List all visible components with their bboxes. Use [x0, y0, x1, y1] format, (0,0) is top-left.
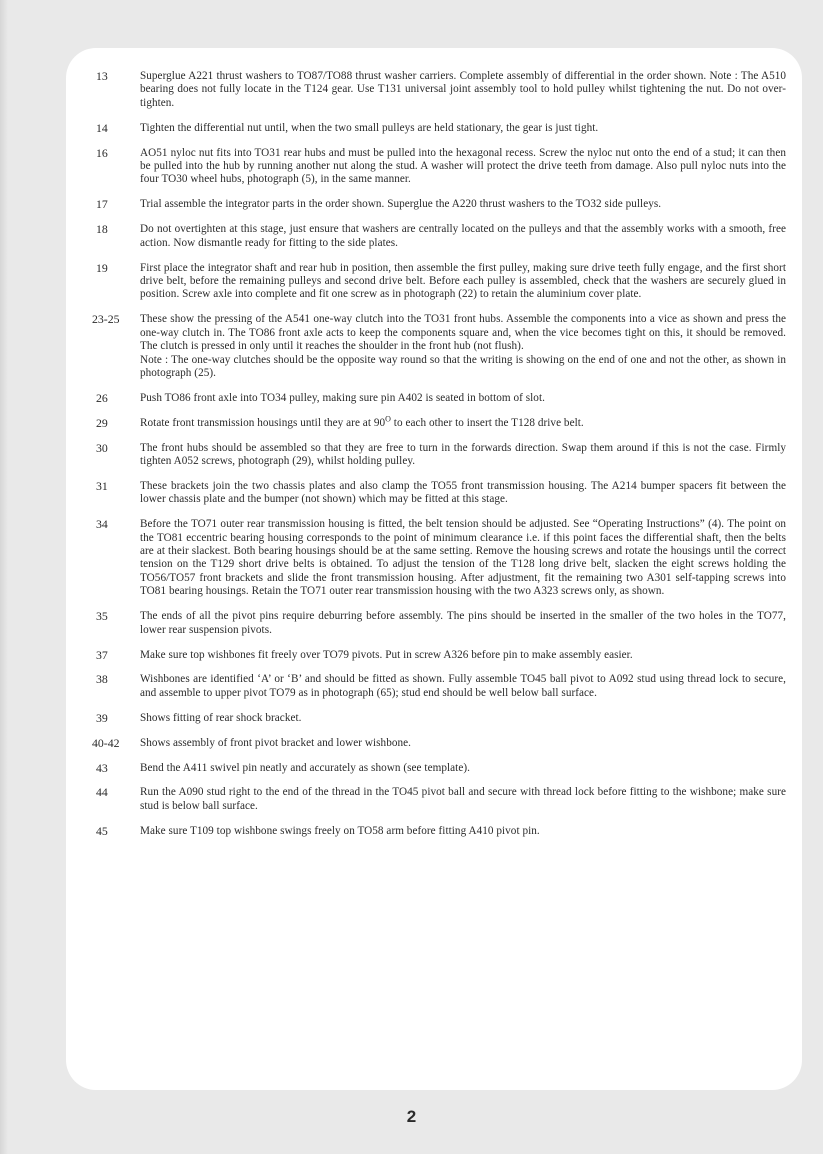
step-number: 37: [96, 647, 108, 662]
step-number: 38: [96, 672, 108, 687]
step-note: Note : The one-way clutches should be the opposite way round so that the writing is showing on the end of one and not the other, as shown in photograph (25).: [140, 353, 786, 379]
step-38: [96, 673, 786, 700]
step-35: [96, 610, 786, 637]
step-text: Make sure top wishbones fit freely over TO79 pivots. Put in screw A326 before pin to make assembly easier.: [140, 648, 633, 661]
step-text: Push TO86 front axle into TO34 pulley, making sure pin A402 is seated in bottom of slot.: [140, 391, 545, 404]
step-text: These brackets join the two chassis plates and also clamp the TO55 front transmission housing. The A214 bumper spacers fit between the lower chassis plate and the bumper (not shown) which may be fitted at this stage.: [140, 479, 786, 506]
step-text: Shows assembly of front pivot bracket and lower wishbone.: [140, 736, 411, 749]
page-number: 2: [406, 1107, 417, 1126]
step-text-after: to each other to insert the T128 drive belt.: [390, 416, 584, 429]
step-number: 19: [96, 260, 108, 275]
step-number: 14: [96, 120, 108, 135]
step-text-before: Rotate front transmission housings until they are at 90: [140, 416, 386, 429]
step-number: 44: [96, 785, 108, 800]
step-number: 30: [96, 440, 108, 455]
step-text: Before the TO71 outer rear transmission housing is fitted, the belt tension should be adjusted. See “Operating Instructions” (4). The point on the TO81 eccentric bearing housing corresponds to the point of minimum clearance i.e. if this point faces the differential shaft, then the belts are at their slackest. Both bearing housings should be at the same setting. Remove the housing screws and rotate the housings until the correct tension on the T129 short drive belts is obtained. To adjust the tension of the T128 long drive belt, slacken the eight screws holding the TO56/TO57 front brackets and slide the front transmission housing. After adjustment, fit the remaining two A301 self-tapping screws into TO81 bearing housings. Retain the TO71 outer rear transmission housing with the two A323 screws only, as shown.: [140, 518, 786, 598]
step-34: [96, 518, 786, 598]
step-43: [96, 762, 786, 775]
step-text: Make sure T109 top wishbone swings freely on TO58 arm before fitting A410 pivot pin.: [140, 824, 540, 837]
step-29: [96, 413, 786, 430]
step-13: [96, 70, 786, 110]
step-number: 31: [96, 478, 108, 493]
step-number: 16: [96, 145, 108, 160]
step-text: Wishbones are identified ‘A’ or ‘B’ and should be fitted as shown. Fully assemble TO45 ball pivot to A092 stud using thread lock to secure, and assemble to upper pivot TO79 as in photograph (65); stud end should be well below ball surface.: [140, 673, 786, 699]
step-number: 18: [96, 222, 108, 237]
step-text: The front hubs should be assembled so that they are free to turn in the forwards direction. Swap them around if this is not the case. Firmly tighten A052 screws, photograph (29), whilst holding pulley.: [140, 441, 786, 468]
step-number: 45: [96, 823, 108, 838]
step-number: 23-25: [92, 312, 120, 327]
step-17: [96, 198, 786, 211]
step-number: 17: [96, 197, 108, 212]
step-39: [96, 712, 786, 725]
step-18: [96, 223, 786, 250]
step-16: [96, 147, 786, 187]
step-number: 35: [96, 609, 108, 624]
step-text: [140, 413, 786, 430]
step-19: [96, 262, 786, 302]
step-number: 34: [96, 517, 108, 532]
step-31: [96, 480, 786, 507]
step-text: Run the A090 stud right to the end of the thread in the TO45 pivot ball and secure with thread lock before fitting to the wishbone; make sure stud is below ball surface.: [140, 786, 786, 812]
step-number: 26: [96, 390, 108, 405]
step-14: [96, 122, 786, 135]
step-text: Trial assemble the integrator parts in the order shown. Superglue the A220 thrust washers to the TO32 side pulleys.: [140, 198, 662, 211]
step-text: Tighten the differential nut until, when the two small pulleys are held stationary, the gear is just tight.: [140, 121, 599, 134]
step-text: Bend the A411 swivel pin neatly and accurately as shown (see template).: [140, 761, 470, 774]
step-number: 39: [96, 710, 108, 725]
step-26: [96, 392, 786, 405]
step-45: [96, 825, 786, 838]
assembly-steps-list: [92, 69, 786, 850]
step-text: First place the integrator shaft and rear hub in position, then assemble the first pulley, making sure drive teeth fully engage, and the first short drive belt, before the remaining pulleys and second drive belt. Before each pulley is assembled, check that the washers are securely glued in position. Screw axle into complete and fit one screw as in photograph (22) to retain the aluminium cover plate.: [140, 261, 786, 301]
page-edge: [0, 0, 8, 1154]
step-number: 29: [96, 415, 108, 430]
step-44: [96, 786, 786, 813]
step-number: 43: [96, 760, 108, 775]
step-23-25: [92, 313, 786, 380]
step-30: [96, 442, 786, 469]
step-text: AO51 nyloc nut fits into TO31 rear hubs and must be pulled into the hexagonal recess. Screw the nyloc nut onto the end of a stud; it can then be pulled into the hub by running another nut along the stud. A washer will protect the drive teeth from damage. Also pull nyloc nuts into the four TO30 wheel hubs, photograph (5), in the same manner.: [140, 146, 786, 186]
step-40-42: [92, 737, 786, 750]
degree-superscript: O: [385, 413, 391, 423]
step-number: 13: [96, 69, 108, 83]
step-text: The ends of all the pivot pins require deburring before assembly. The pins should be inserted in the smaller of the two holes in the TO77, lower rear suspension pivots.: [140, 610, 786, 636]
step-text: Superglue A221 thrust washers to TO87/TO88 thrust washer carriers. Complete assembly of differential in the order shown. Note : The A510 bearing does not fully locate in the T124 gear. Use T131 universal joint assembly tool to hold pulley whilst tightening the nut. Do not over-tighten.: [140, 70, 786, 109]
step-37: [96, 649, 786, 662]
step-text: Do not overtighten at this stage, just ensure that washers are centrally located on the pulleys and that the assembly works with a smooth, free action. Now dismantle ready for fitting to the side plates.: [140, 223, 786, 249]
step-text: Shows fitting of rear shock bracket.: [140, 711, 302, 724]
step-text: These show the pressing of the A541 one-way clutch into the TO31 front hubs. Assemble the components into a vice as shown and press the one-way clutch in. The TO86 front axle acts to keep the components square and, when the vice becomes tight on this, it should be removed. The clutch is pressed in only until it reaches the shoulder in the front hub (not flush).: [140, 313, 786, 353]
step-number: 40-42: [92, 735, 120, 750]
